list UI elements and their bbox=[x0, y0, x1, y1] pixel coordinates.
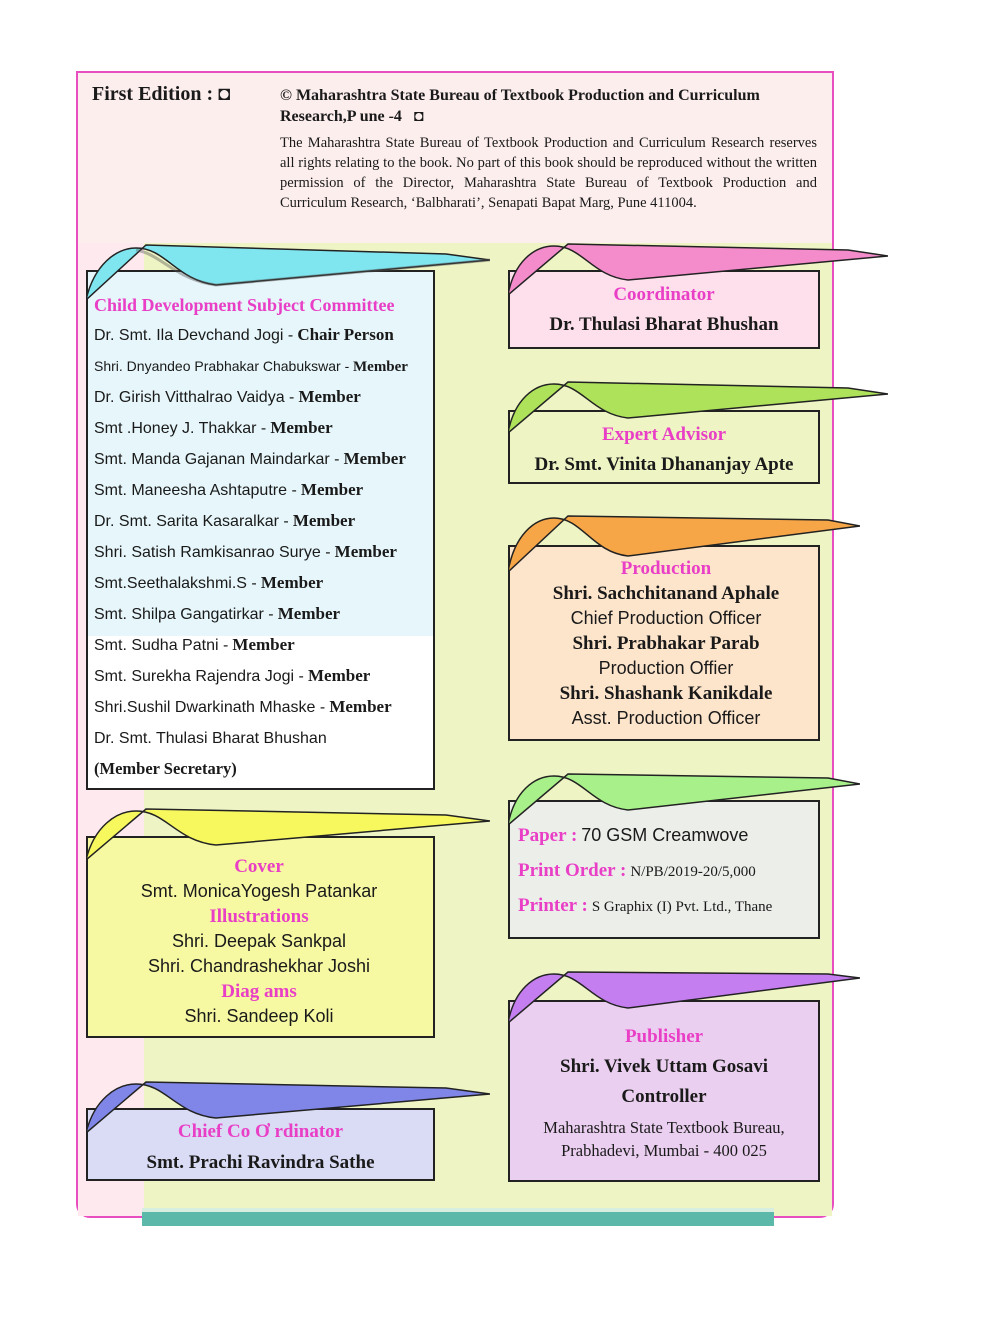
committee-member bbox=[94, 568, 408, 599]
order-label: Print Order : bbox=[518, 860, 627, 881]
production-p3-role: Asst. Production Officer bbox=[571, 708, 761, 728]
printer-value: S Graphix (I) Pvt. Ltd., Thane bbox=[591, 899, 773, 915]
member-role: Member bbox=[260, 573, 324, 592]
member-name: Smt. Sudha Patni - bbox=[94, 637, 229, 654]
member-role: Member bbox=[353, 359, 408, 375]
chief-name: Smt. Prachi Ravindra Sathe bbox=[146, 1152, 375, 1173]
cover-name: Smt. MonicaYogesh Patankar bbox=[140, 881, 378, 901]
member-role: Member bbox=[292, 511, 356, 530]
copyright-line2-row bbox=[280, 106, 817, 127]
copyright bbox=[280, 85, 817, 127]
committee-member bbox=[94, 630, 408, 661]
member-name: Smt. Surekha Rajendra Jogi - bbox=[94, 668, 304, 685]
committee-member bbox=[94, 351, 408, 382]
member-role: Member bbox=[343, 449, 406, 468]
edition bbox=[92, 83, 230, 106]
member-role: Member bbox=[277, 604, 341, 623]
publisher-address-2: Prabhadevi, Mumbai - 400 025 bbox=[561, 1141, 767, 1160]
bottom-bar bbox=[142, 1208, 774, 1226]
production-text bbox=[508, 556, 824, 731]
printer-label: Printer : bbox=[518, 895, 588, 916]
committee-title: Child Development Subject Committee bbox=[94, 295, 395, 315]
committee-member bbox=[94, 506, 408, 537]
committee-member bbox=[94, 599, 408, 630]
copyright-line2: Research,P une -4 bbox=[280, 108, 402, 125]
publisher-address-1: Maharashtra State Textbook Bureau, bbox=[543, 1118, 785, 1137]
print-text bbox=[518, 818, 818, 924]
publisher-name: Shri. Vivek Uttam Gosavi bbox=[560, 1056, 768, 1077]
committee-member bbox=[94, 444, 408, 475]
header bbox=[78, 73, 832, 243]
publisher-role: Controller bbox=[621, 1086, 707, 1107]
member-name: Dr. Smt. Thulasi Bharat Bhushan bbox=[94, 730, 327, 747]
committee-member bbox=[94, 413, 408, 444]
paper-value: 70 GSM Creamwove bbox=[581, 825, 749, 845]
diagrams-name: Shri. Sandeep Koli bbox=[184, 1006, 334, 1026]
cover-title: Cover bbox=[234, 856, 284, 877]
expert-title: Expert Advisor bbox=[601, 424, 727, 445]
rights-text: The Maharashtra State Bureau of Textbook Production and Curriculum Research reserves all rights relating to the book. No part of this book should be reproduced without the written permission of the Director, Maharashtra State Bureau of Textbook Production and Curriculum Research, ‘Balbharati’, Senapati Bapat Marg, Pune 411004. bbox=[280, 135, 817, 211]
member-role: Member bbox=[329, 697, 392, 716]
member-role: Member bbox=[298, 387, 361, 406]
member-name: Smt. Maneesha Ashtaputre - bbox=[94, 482, 297, 499]
member-name: Smt .Honey J. Thakkar - bbox=[94, 420, 267, 437]
committee-member bbox=[94, 692, 408, 723]
diagrams-title: Diag ams bbox=[221, 981, 297, 1002]
member-role: Chair Person bbox=[297, 325, 394, 344]
edition-label: First Edition : bbox=[92, 83, 214, 105]
coordinator-name: Dr. Thulasi Bharat Bhushan bbox=[549, 314, 779, 335]
copyright-mark: ◘ bbox=[413, 108, 424, 125]
committee-list bbox=[94, 320, 408, 784]
paper-label: Paper : bbox=[518, 825, 578, 846]
publisher-tab bbox=[508, 968, 860, 1008]
paper-row bbox=[518, 818, 818, 854]
illustrations-title: Illustrations bbox=[209, 906, 309, 927]
expert-name: Dr. Smt. Vinita Dhananjay Apte bbox=[534, 454, 794, 475]
production-p2-role: Production Offier bbox=[598, 658, 734, 678]
committee-member bbox=[94, 382, 408, 413]
cover-tab bbox=[86, 805, 490, 845]
production-p2-name: Shri. Prabhakar Parab bbox=[572, 633, 760, 654]
illustrations-name-2: Shri. Chandrashekhar Joshi bbox=[147, 956, 371, 976]
copyright-line1: © Maharashtra State Bureau of Textbook Production and Curriculum bbox=[280, 87, 760, 104]
member-name: Dr. Girish Vitthalrao Vaidya - bbox=[94, 389, 295, 406]
member-role: Member bbox=[232, 635, 295, 654]
order-value: N/PB/2019-20/5,000 bbox=[630, 864, 756, 880]
member-role: Member bbox=[270, 418, 333, 437]
member-role: Member bbox=[308, 666, 371, 685]
production-p3-name: Shri. Shashank Kanikdale bbox=[559, 683, 773, 704]
member-role: Member bbox=[334, 542, 397, 561]
committee-member bbox=[94, 537, 408, 568]
member-name: Smt. Manda Gajanan Maindarkar - bbox=[94, 451, 340, 468]
production-p1-name: Shri. Sachchitanand Aphale bbox=[552, 583, 780, 604]
member-name: Smt. Shilpa Gangatirkar - bbox=[94, 606, 274, 623]
print-tab bbox=[508, 770, 860, 810]
expert-tab bbox=[508, 378, 888, 418]
member-name: Dr. Smt. Sarita Kasaralkar - bbox=[94, 513, 289, 530]
member-name: Dr. Smt. Ila Devchand Jogi - bbox=[94, 327, 294, 344]
committee-member bbox=[94, 475, 408, 506]
coordinator-title: Coordinator bbox=[613, 284, 715, 305]
chief-title: Chief Co Ơ rdinator bbox=[177, 1121, 344, 1142]
member-name: Shri. Dnyandeo Prabhakar Chabukswar - bbox=[94, 358, 350, 374]
member-name: Shri. Satish Ramkisanrao Surye - bbox=[94, 544, 331, 561]
order-row bbox=[518, 854, 818, 889]
production-tab bbox=[508, 512, 860, 552]
publisher-title: Publisher bbox=[624, 1026, 704, 1047]
coordinator-tab bbox=[508, 240, 888, 280]
committee-member bbox=[94, 723, 408, 754]
member-name: Smt.Seethalakshmi.S - bbox=[94, 575, 257, 592]
chief-tab bbox=[86, 1078, 490, 1118]
edition-mark: ◘ bbox=[218, 83, 231, 105]
illustrations-name-1: Shri. Deepak Sankpal bbox=[171, 931, 347, 951]
committee-tab bbox=[86, 240, 490, 280]
member-role: Member bbox=[300, 480, 364, 499]
member-name: Shri.Sushil Dwarkinath Mhaske - bbox=[94, 699, 326, 716]
cover-text bbox=[86, 854, 432, 1029]
production-title: Production bbox=[620, 558, 712, 579]
committee-member bbox=[94, 320, 408, 351]
printer-row bbox=[518, 889, 818, 924]
member-secretary: (Member Secretary) bbox=[94, 759, 237, 778]
publisher-text bbox=[508, 1022, 820, 1162]
committee-member bbox=[94, 661, 408, 692]
production-p1-role: Chief Production Officer bbox=[570, 608, 762, 628]
